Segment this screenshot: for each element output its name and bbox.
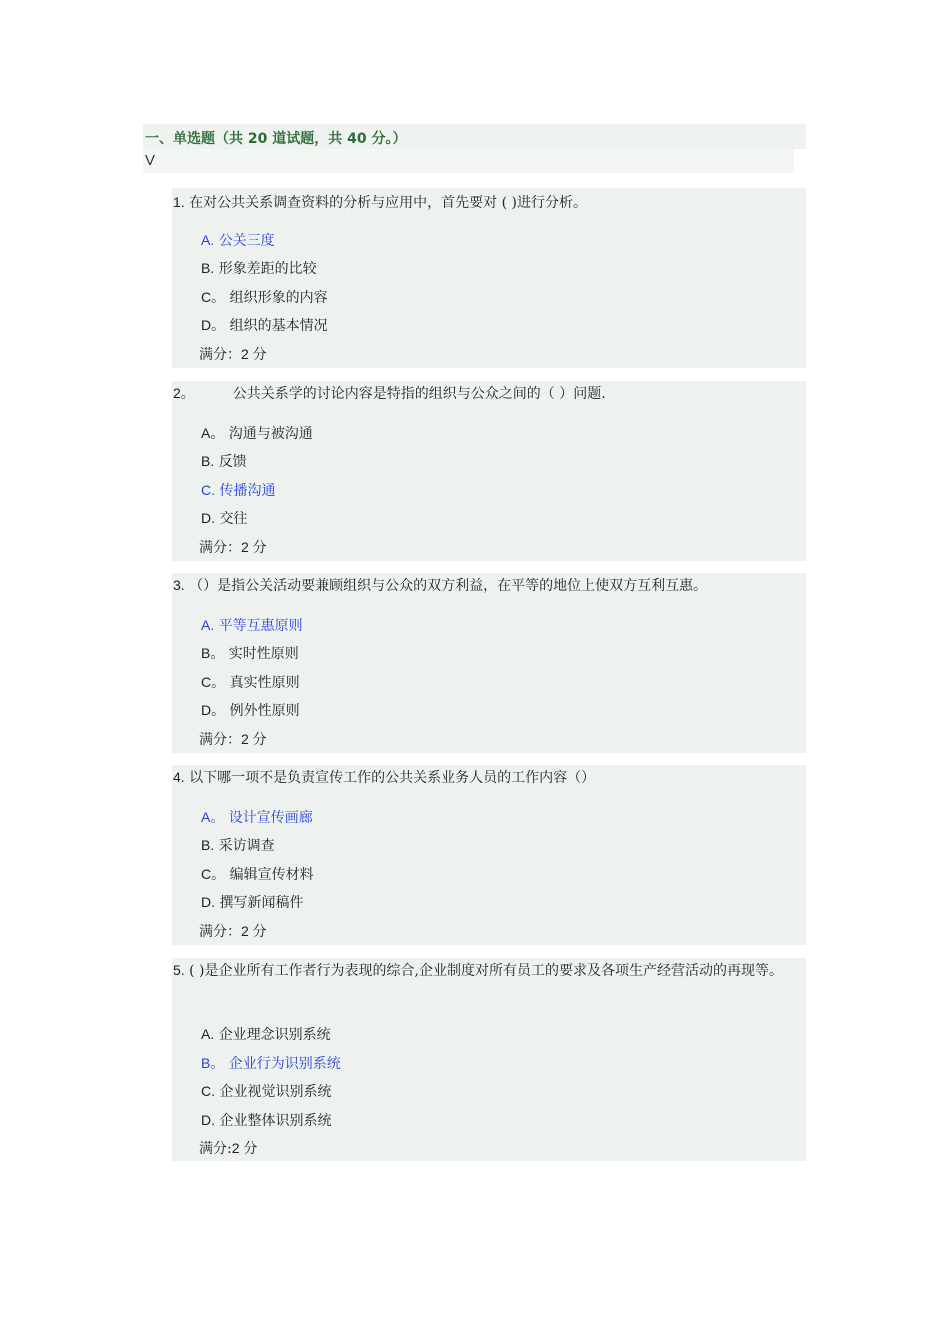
score-value: 2 分 bbox=[231, 1140, 258, 1156]
option-letter: A. bbox=[201, 1026, 215, 1042]
option-text: 设计宣传画廊 bbox=[228, 810, 313, 826]
option-letter: C。 bbox=[201, 289, 226, 305]
question-stem bbox=[173, 381, 803, 406]
option-letter: B. bbox=[201, 260, 215, 276]
option-letter: A. bbox=[201, 232, 215, 248]
option-letter: C. bbox=[201, 1083, 215, 1099]
option-text: 例外性原则 bbox=[229, 703, 300, 719]
option-letter: C。 bbox=[201, 674, 226, 690]
option-b[interactable] bbox=[201, 1053, 341, 1074]
option-c[interactable] bbox=[201, 287, 328, 308]
question-text: 在对公共关系调查资料的分析与应用中，首先要对 ( )进行分析。 bbox=[189, 195, 587, 211]
option-letter: A。 bbox=[201, 425, 225, 441]
option-b[interactable] bbox=[201, 451, 247, 472]
option-text: 平等互惠原则 bbox=[218, 618, 303, 634]
option-d[interactable] bbox=[201, 1110, 331, 1131]
question-5 bbox=[172, 958, 806, 1161]
question-number: 5. bbox=[173, 962, 185, 978]
option-text: 企业视觉识别系统 bbox=[219, 1084, 332, 1100]
option-text: 组织的基本情况 bbox=[229, 318, 328, 334]
option-b[interactable] bbox=[201, 258, 317, 279]
option-text: 编辑宣传材料 bbox=[229, 867, 314, 883]
score-value: 2 分 bbox=[241, 731, 267, 747]
score bbox=[199, 1138, 257, 1159]
question-number: 1. bbox=[173, 194, 185, 210]
question-number: 4. bbox=[173, 769, 185, 785]
question-text: ( )是企业所有工作者行为表现的综合,企业制度对所有员工的要求及各项生产经营活动的再现等。 bbox=[189, 963, 783, 979]
score bbox=[199, 729, 267, 750]
option-a[interactable] bbox=[201, 230, 275, 251]
option-text: 撰写新闻稿件 bbox=[219, 895, 304, 911]
question-text: 以下哪一项不是负责宣传工作的公共关系业务人员的工作内容（） bbox=[189, 770, 596, 786]
question-4 bbox=[172, 765, 806, 945]
question-1 bbox=[172, 188, 806, 368]
option-text: 实时性原则 bbox=[228, 646, 299, 662]
score-label: 满分： bbox=[199, 924, 241, 940]
score-label: 满分： bbox=[199, 347, 241, 363]
option-b[interactable] bbox=[201, 643, 299, 664]
question-2 bbox=[172, 381, 806, 561]
option-text: 沟通与被沟通 bbox=[228, 426, 313, 442]
option-a[interactable] bbox=[201, 423, 313, 444]
question-stem bbox=[173, 573, 803, 598]
option-text: 传播沟通 bbox=[219, 483, 276, 499]
question-number: 2。 bbox=[173, 385, 195, 401]
score bbox=[199, 921, 267, 942]
score bbox=[199, 344, 267, 365]
section-header bbox=[143, 124, 806, 174]
option-letter: D. bbox=[201, 1112, 215, 1128]
option-letter: B. bbox=[201, 837, 215, 853]
option-c[interactable] bbox=[201, 480, 275, 501]
option-c[interactable] bbox=[201, 864, 314, 885]
option-letter: D. bbox=[201, 510, 215, 526]
option-text: 形象差距的比较 bbox=[218, 261, 317, 277]
question-stem bbox=[173, 958, 803, 983]
question-stem bbox=[173, 765, 803, 790]
question-stem bbox=[173, 190, 803, 215]
option-d[interactable] bbox=[201, 892, 303, 913]
option-text: 组织形象的内容 bbox=[229, 290, 328, 306]
option-letter: D。 bbox=[201, 702, 226, 718]
option-text: 公关三度 bbox=[218, 233, 275, 249]
option-letter: C. bbox=[201, 482, 215, 498]
score-label: 满分： bbox=[199, 732, 241, 748]
option-text: 企业行为识别系统 bbox=[228, 1056, 341, 1072]
option-text: 企业整体识别系统 bbox=[219, 1113, 332, 1129]
option-b[interactable] bbox=[201, 835, 275, 856]
option-c[interactable] bbox=[201, 1081, 331, 1102]
option-letter: B。 bbox=[201, 1055, 225, 1071]
option-letter: D. bbox=[201, 894, 215, 910]
option-text: 采访调查 bbox=[218, 838, 275, 854]
question-3 bbox=[172, 573, 806, 753]
option-a[interactable] bbox=[201, 615, 303, 636]
option-letter: B。 bbox=[201, 645, 225, 661]
option-letter: C。 bbox=[201, 866, 226, 882]
option-a[interactable] bbox=[201, 807, 313, 828]
option-text: 反馈 bbox=[218, 454, 247, 470]
option-d[interactable] bbox=[201, 700, 300, 721]
question-number: 3. bbox=[173, 577, 185, 593]
option-letter: A。 bbox=[201, 809, 225, 825]
option-letter: A. bbox=[201, 617, 215, 633]
section-mark-bar bbox=[143, 149, 794, 173]
question-text: （）是指公关活动要兼顾组织与公众的双方利益，在平等的地位上使双方互利互惠。 bbox=[189, 578, 708, 594]
section-title: 一、单选题（共 20 道试题，共 40 分。） bbox=[145, 131, 407, 147]
score-label: 满分： bbox=[199, 540, 241, 556]
option-d[interactable] bbox=[201, 508, 247, 529]
score bbox=[199, 537, 267, 558]
option-c[interactable] bbox=[201, 672, 300, 693]
option-letter: D。 bbox=[201, 317, 226, 333]
option-a[interactable] bbox=[201, 1024, 331, 1045]
section-mark: V bbox=[145, 152, 156, 169]
score-value: 2 分 bbox=[241, 346, 267, 362]
option-text: 企业理念识别系统 bbox=[218, 1027, 331, 1043]
option-letter: B. bbox=[201, 453, 215, 469]
option-d[interactable] bbox=[201, 315, 328, 336]
score-value: 2 分 bbox=[241, 923, 267, 939]
question-text: 公共关系学的讨论内容是特指的组织与公众之间的（ ）问题. bbox=[232, 386, 606, 402]
option-text: 真实性原则 bbox=[229, 675, 300, 691]
score-label: 满分: bbox=[199, 1141, 232, 1157]
score-value: 2 分 bbox=[241, 539, 267, 555]
option-text: 交往 bbox=[219, 511, 248, 527]
